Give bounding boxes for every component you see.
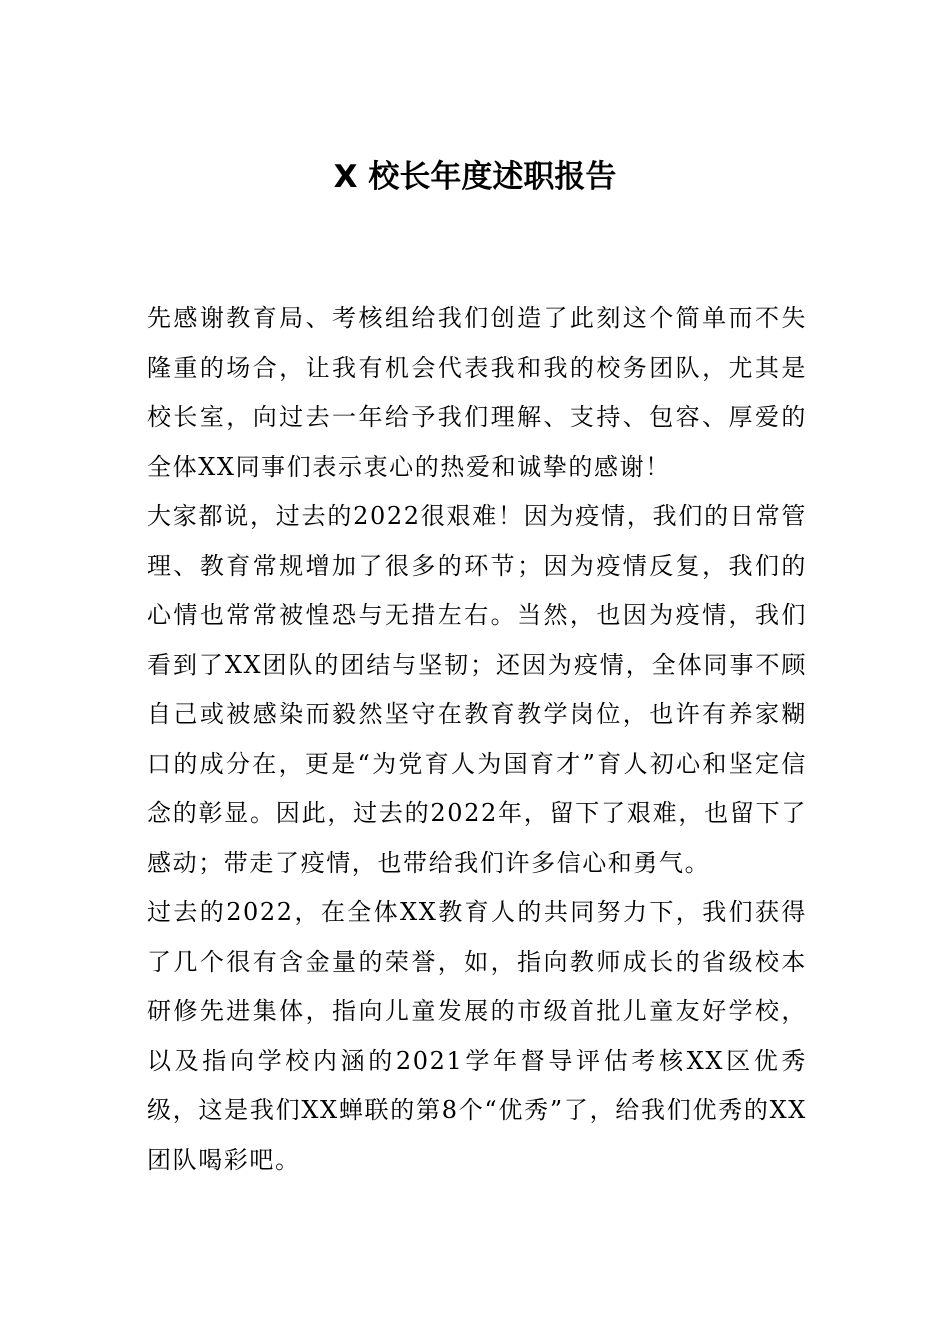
document-title: X 校长年度述职报告 [333,159,617,195]
paragraph: 大家都说，过去的2022很艰难！因为疫情，我们的日常管理、教育常规增加了很多的环节；因为疫情反复，我们的心情也常常被惶恐与无措左右。当然，也因为疫情，我们看到了XX团队的团结与坚韧；还因为疫情，全体同事不顾自己或被感染而毅然坚守在教育教学岗位，也许有养家糊口的成分在，更是“为党育人为国育才”育人初心和坚定信念的彰显。因此，过去的2022年，留下了艰难，也留下了感动；带走了疫情，也带给我们许多信心和勇气。 [147,502,807,877]
paragraph: 过去的2022，在全体XX教育人的共同努力下，我们获得了几个很有含金量的荣誉，如，指向教师成长的省级校本研修先进集体，指向儿童发展的市级首批儿童友好学校，以及指向学校内涵的2021学年督导评估考核XX区优秀级，这是我们XX蝉联的第8个“优秀”了，给我们优秀的XX团队喝彩吧。 [147,898,807,1174]
paragraph: 先感谢教育局、考核组给我们创造了此刻这个简单而不失隆重的场合，让我有机会代表我和我的校务团队，尤其是校长室，向过去一年给予我们理解、支持、包容、厚爱的全体XX同事们表示衷心的热爱和诚挚的感谢！ [147,304,807,481]
document-body [147,294,807,1185]
